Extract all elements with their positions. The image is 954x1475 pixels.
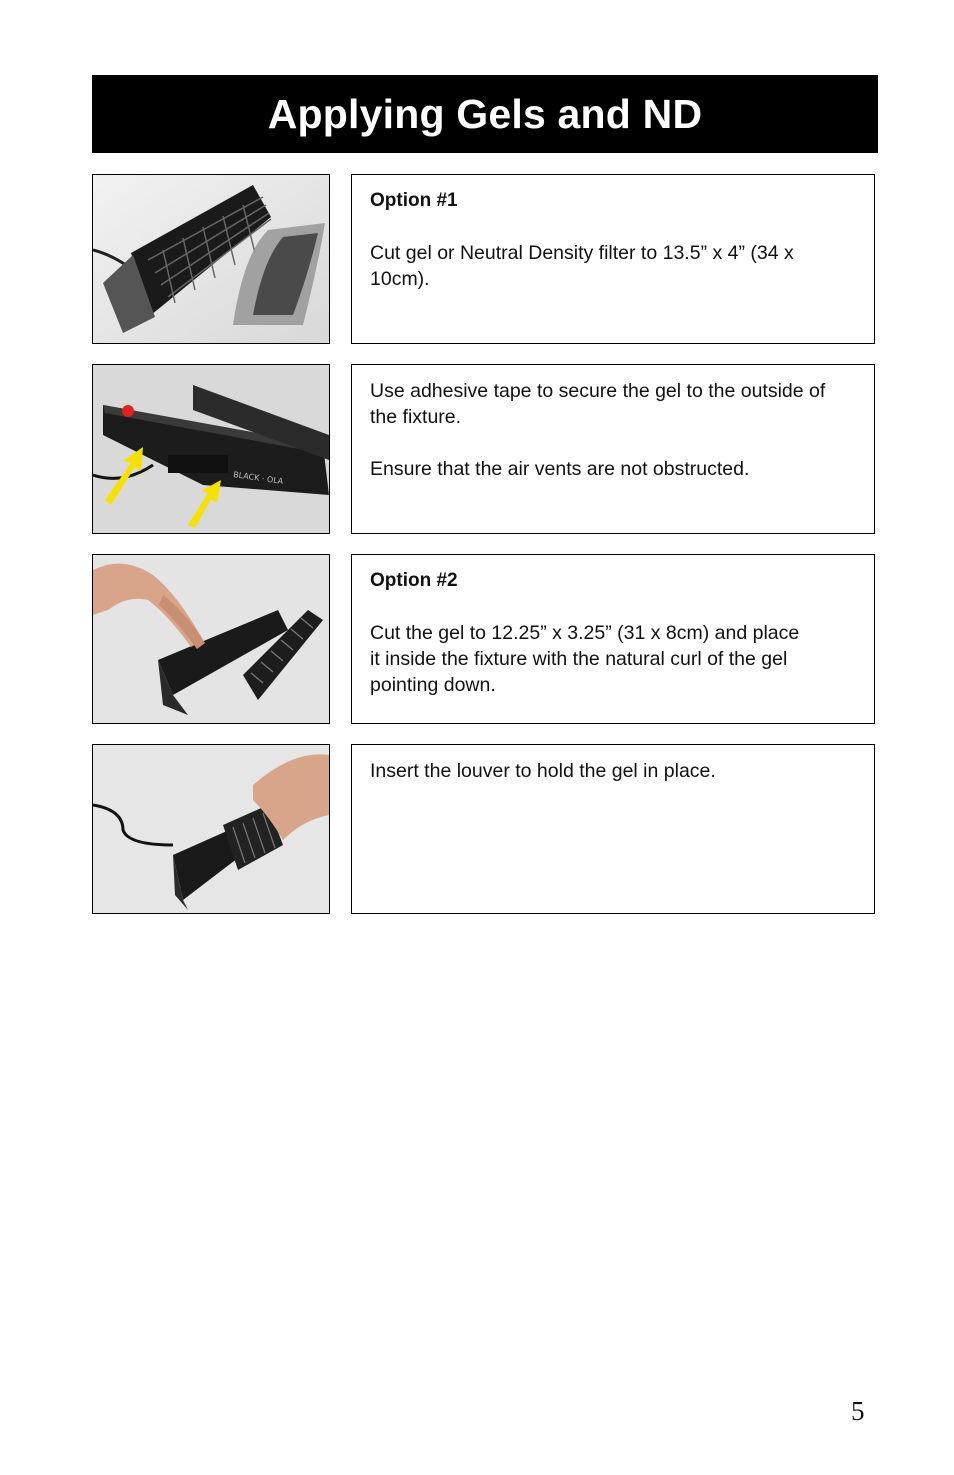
page-number: 5 bbox=[851, 1396, 865, 1426]
step-row-3 bbox=[92, 554, 875, 724]
step-text-box-4 bbox=[351, 744, 875, 914]
taped-fixture-photo bbox=[92, 364, 330, 534]
hand-inserting-louver-photo bbox=[92, 744, 330, 914]
step-heading: Option #1 bbox=[370, 190, 458, 211]
step-paragraph: Cut gel or Neutral Density filter to 13.5” x 4” (34 x 10cm). bbox=[370, 242, 794, 290]
fixture-with-gel-photo bbox=[92, 174, 330, 344]
hand-inserting-gel-photo bbox=[92, 554, 330, 724]
step-heading: Option #2 bbox=[370, 570, 458, 591]
step-row-1 bbox=[92, 174, 875, 344]
step-text-box-2 bbox=[351, 364, 875, 534]
step-row-4 bbox=[92, 744, 875, 914]
step-paragraph: Insert the louver to hold the gel in place. bbox=[370, 760, 716, 782]
step-paragraph: Ensure that the air vents are not obstructed. bbox=[370, 458, 750, 480]
svg-text:BLACK · OLA: BLACK · OLA bbox=[232, 470, 284, 486]
step-paragraph: Use adhesive tape to secure the gel to the outside of the fixture. bbox=[370, 380, 826, 428]
step-text-box-1 bbox=[351, 174, 875, 344]
page-title: Applying Gels and ND bbox=[267, 90, 703, 137]
step-row-2 bbox=[92, 364, 875, 534]
page-title-banner bbox=[92, 75, 878, 153]
step-paragraph: Cut the gel to 12.25” x 3.25” (31 x 8cm) and place it inside the fixture with the natural curl of the gel pointing down. bbox=[370, 622, 800, 696]
step-text-box-3 bbox=[351, 554, 875, 724]
